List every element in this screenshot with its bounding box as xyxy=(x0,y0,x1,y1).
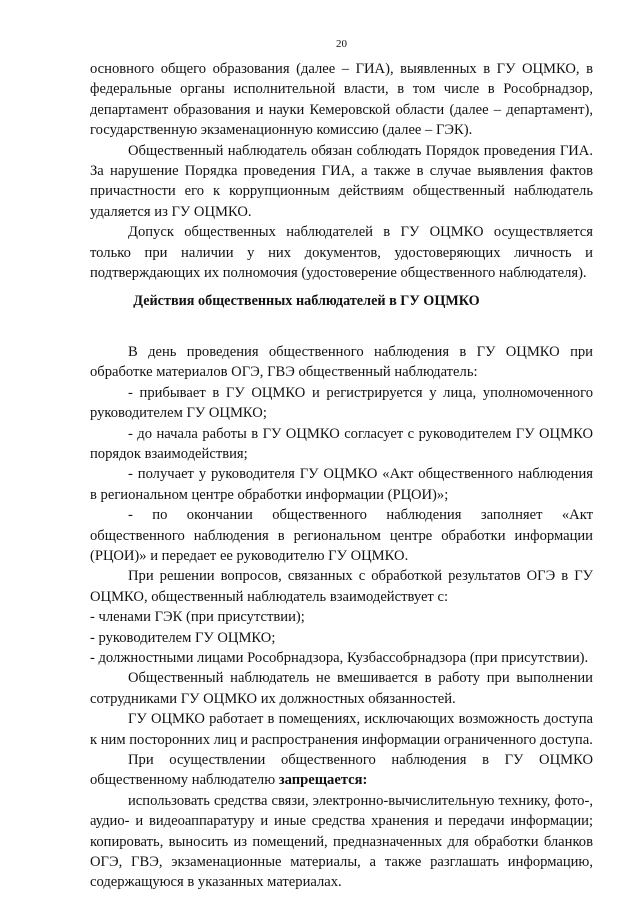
prohibited-text: При осуществлении общественного наблюдения в ГУ ОЦМКО общественному наблюдателю xyxy=(90,752,593,789)
prohibited-bold: запрещается: xyxy=(278,772,368,789)
section-heading: Действия общественных наблюдателей в ГУ ОЦМКО xyxy=(133,293,480,310)
document-body xyxy=(90,59,593,893)
list-item-head: - руководителем ГУ ОЦМКО; xyxy=(90,629,276,646)
paragraph-observation-day: В день проведения общественного наблюдения в ГУ ОЦМКО при обработке материалов ОГЭ, ГВЭ общественный наблюдатель: xyxy=(90,343,593,381)
document-page xyxy=(90,0,593,905)
list-item-fills-act: - по окончании общественного наблюдения заполняет «Акт общественного наблюдения в региональном центре обработки информации (РЦОИ)» и передает ее руководителю ГУ ОЦМКО. xyxy=(90,507,593,564)
paragraph-non-interference: Общественный наблюдатель не вмешивается в работу при выполнении сотрудниками ГУ ОЦМКО их должностных обязанностей. xyxy=(90,670,593,707)
paragraph-prohibited-list: использовать средства связи, электронно-вычислительную технику, фото-, аудио- и видеоаппаратуру и иные средства хранения и передачи информации; копировать, выносить из помещений, предназначенных для обработки бланков ОГЭ, ГВЭ, экзаменационные материалы, а также разглашать информацию, содержащуюся в указанных материалах. xyxy=(90,792,593,891)
page-number: 20 xyxy=(336,38,347,50)
paragraph-continuation: основного общего образования (далее – ГИА), выявленных в ГУ ОЦМКО, в федеральные органы исполнительной власти, в том числе в Рособрнадзор, департамент образования и науки Кемеровской области (далее – департамент), государственную экзаменационную комиссию (далее – ГЭК). xyxy=(90,61,593,139)
paragraph-prohibited xyxy=(90,750,593,791)
paragraph-admission: Допуск общественных наблюдателей в ГУ ОЦМКО осуществляется только при наличии у них документов, удостоверяющих личность и подтверждающих их полномочия (удостоверение общественного наблюдателя). xyxy=(90,224,593,282)
list-item-gek: - членами ГЭК (при присутствии); xyxy=(90,609,305,626)
list-item-receives-act: - получает у руководителя ГУ ОЦМКО «Акт общественного наблюдения в региональном центре обработки информации (РЦОИ)»; xyxy=(90,466,593,503)
paragraph-observer-duty: Общественный наблюдатель обязан соблюдать Порядок проведения ГИА. За нарушение Порядка проведения ГИА, а также в случае выявления фактов причастности его к коррупционным действиям общественный наблюдатель удаляется из ГУ ОЦМКО. xyxy=(90,142,593,220)
list-item-officials: - должностными лицами Рособрнадзора, Кузбассобрнадзора (при присутствии). xyxy=(90,649,589,666)
list-item-agrees: - до начала работы в ГУ ОЦМКО согласует с руководителем ГУ ОЦМКО порядок взаимодействия; xyxy=(90,425,593,462)
list-item-arrives: - прибывает в ГУ ОЦМКО и регистрируется у лица, уполномоченного руководителем ГУ ОЦМКО; xyxy=(90,384,593,422)
paragraph-premises: ГУ ОЦМКО работает в помещениях, исключающих возможность доступа к ним посторонних лиц и распространения информации ограниченного доступа. xyxy=(90,711,593,748)
paragraph-interaction: При решении вопросов, связанных с обработкой результатов ОГЭ в ГУ ОЦМКО, общественный наблюдатель взаимодействует с: xyxy=(90,568,593,605)
